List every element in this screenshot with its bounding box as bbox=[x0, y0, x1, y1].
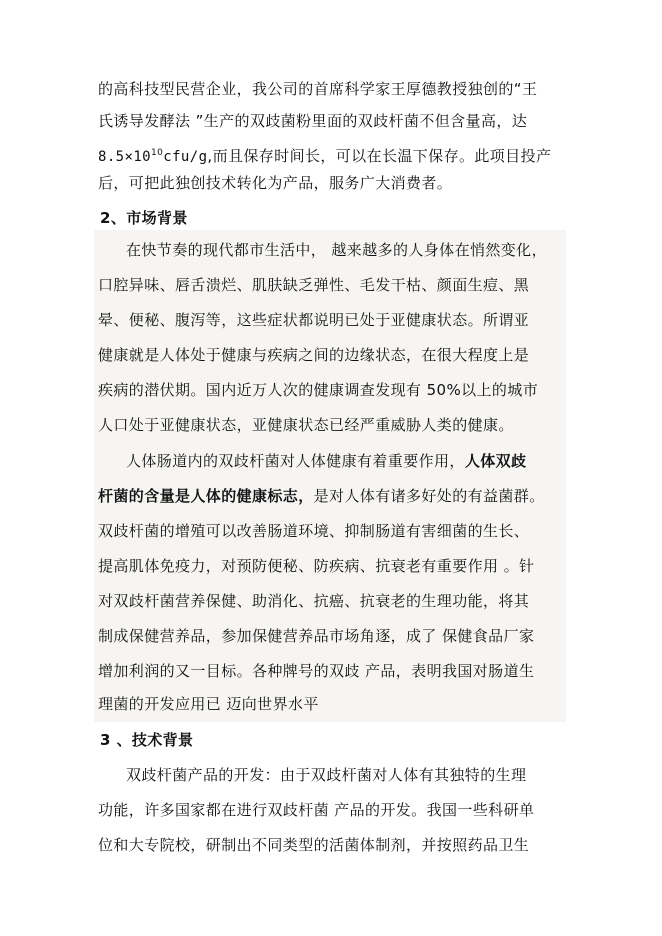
market-para2-text: 是对人体有诸多好处的有益菌群。 bbox=[313, 487, 545, 505]
market-para1-line: 口腔异味、唇舌溃烂、肌肤缺乏弹性、毛发干枯、颜面生痘、黑 bbox=[98, 276, 530, 294]
market-para2-line: 双歧杆菌的增殖可以改善肠道环境、抑制肠道有害细菌的生长、 bbox=[98, 522, 530, 540]
market-para2-text: 人体肠道内的双歧杆菌对人体健康有着重要作用， bbox=[126, 452, 465, 470]
market-para2-line-2 bbox=[98, 486, 545, 506]
market-para1-line: 晕、便秘、腹泻等，这些症状都说明已处于亚健康状态。所谓亚 bbox=[98, 311, 530, 329]
section-3-heading: 3 、技术背景 bbox=[100, 731, 194, 749]
market-para2-line: 理菌的开发应用已 迈向世界水平 bbox=[98, 695, 319, 713]
intro-line-3 bbox=[98, 143, 551, 167]
market-para2-line-1 bbox=[126, 451, 526, 471]
market-para2-line: 增加利润的又一目标。各种牌号的双歧 产品，表明我国对肠道生 bbox=[98, 662, 535, 680]
market-para2-line: 对双歧杆菌营养保健、助消化、抗癌、抗衰老的生理功能，将其 bbox=[98, 592, 530, 610]
market-para1-line: 疾病的潜伏期。国内近万人次的健康调查发现有 50%以上的城市 bbox=[98, 381, 539, 399]
tech-para-line: 位和大专院校，研制出不同类型的活菌体制剂，并按照药品卫生 bbox=[98, 836, 530, 854]
intro-line-1: 的高科技型民营企业，我公司的首席科学家王厚德教授独创的“王 bbox=[98, 80, 538, 98]
concentration-value: 8.5×10 bbox=[98, 149, 151, 165]
concentration-unit: cfu/g bbox=[163, 149, 208, 165]
tech-para-line: 功能，许多国家都在进行双歧杆菌 产品的开发。我国一些科研单 bbox=[98, 801, 535, 819]
intro-line-2: 氏诱导发酵法 ”生产的双歧菌粉里面的双歧杆菌不但含量高，达 bbox=[98, 112, 528, 130]
market-para1-line: 在快节奏的现代都市生活中， 越来越多的人身体在悄然变化， bbox=[126, 241, 547, 259]
market-para1-line: 人口处于亚健康状态，亚健康状态已经严重威胁人类的健康。 bbox=[98, 416, 514, 434]
highlighted-paragraph-background bbox=[94, 230, 566, 722]
section-2-heading: 2、市场背景 bbox=[100, 209, 188, 227]
emphasis-text: 人体双歧 bbox=[464, 452, 527, 470]
concentration-exponent: 10 bbox=[150, 148, 164, 158]
emphasis-text: 杆菌的含量是人体的健康标志， bbox=[98, 487, 314, 505]
market-para1-line: 健康就是人体处于健康与疾病之间的边缘状态，在很大程度上是 bbox=[98, 346, 530, 364]
tech-para-line: 双歧杆菌产品的开发：由于双歧杆菌对人体有其独特的生理 bbox=[126, 766, 527, 784]
market-para2-line: 提高肌体免疫力，对预防便秘、防疾病、抗衰老有重要作用 。针 bbox=[98, 557, 535, 575]
intro-line-3-text: ,而且保存时间长，可以在长温下保存。此项目投产 bbox=[207, 147, 552, 165]
market-para2-line: 制成保健营养品，参加保健营养品市场角逐，成了 保健食品厂家 bbox=[98, 627, 535, 645]
intro-line-4: 后，可把此独创技术转化为产品，服务广大消费者。 bbox=[98, 174, 453, 192]
